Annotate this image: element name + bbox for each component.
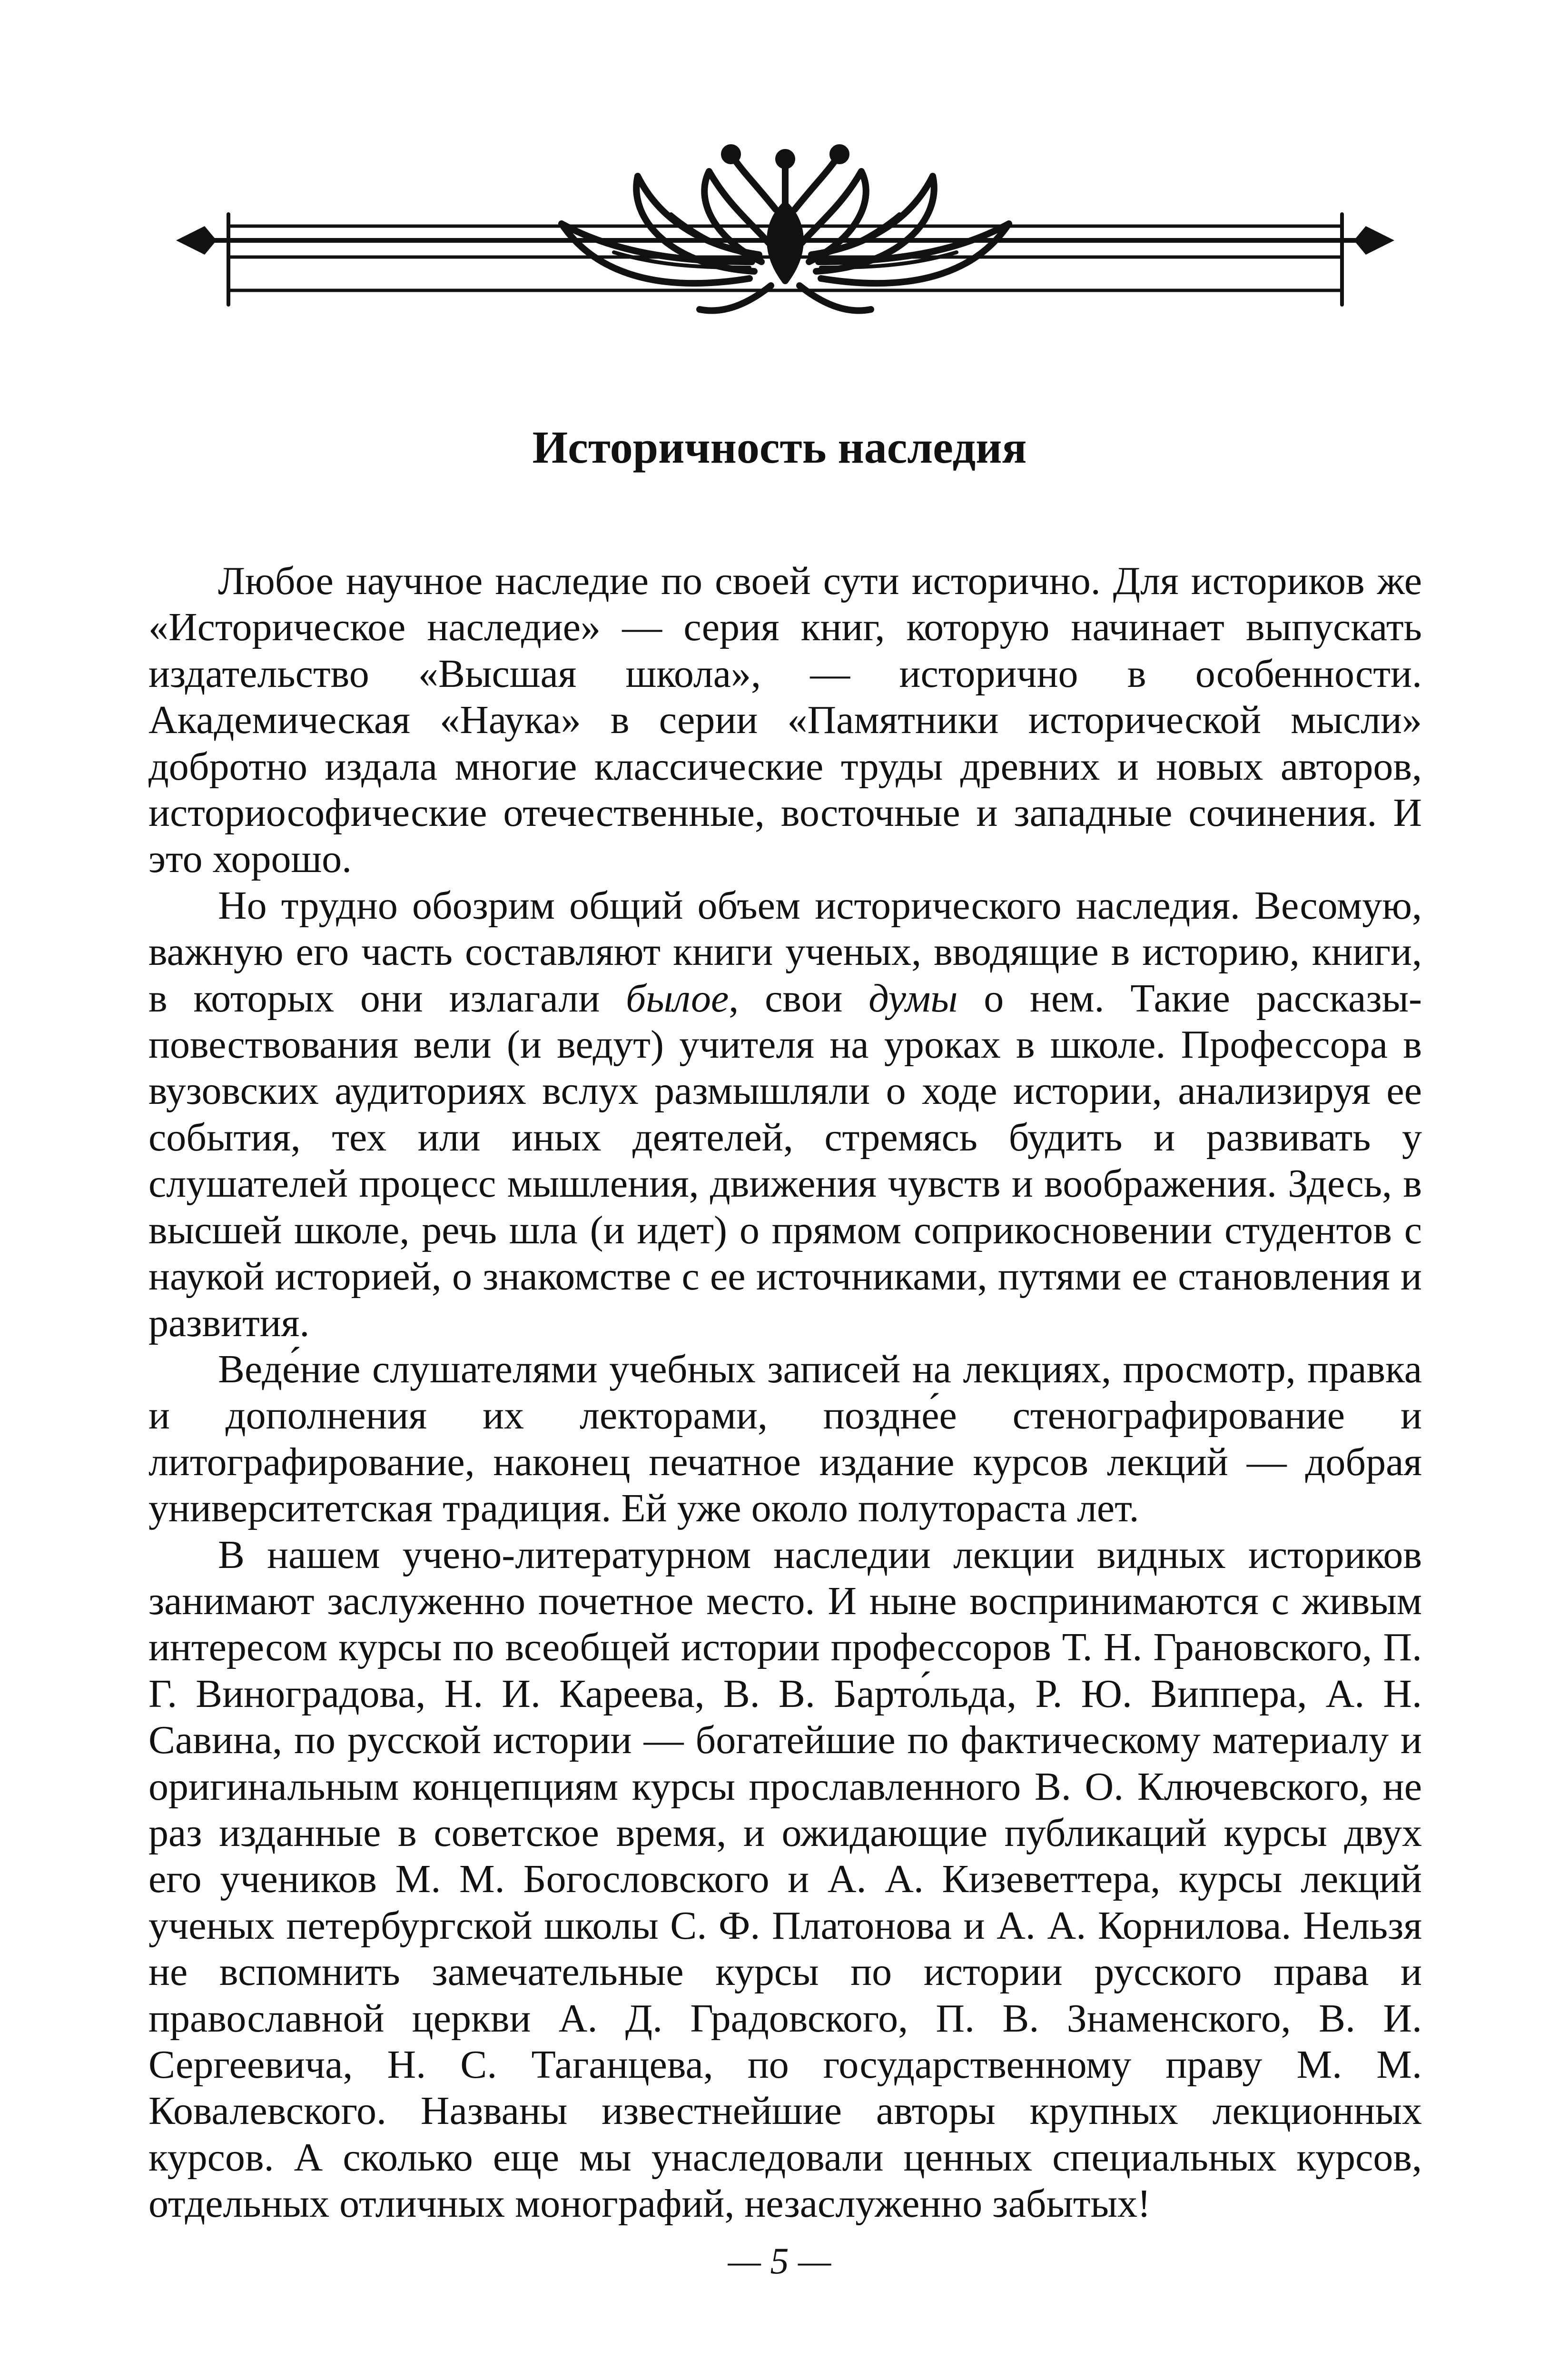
paragraph-2: [148, 883, 1422, 1346]
paragraph-text: В нашем учено-литературном наследии лекции видных историков занимают заслуженно почетное место. И ныне воспринимаются с живым интересом курсы по всеобщей истории профессоров Т. Н. Грановского, П. Г. Виноградова, Н. И. Кареева, В. В. Барто́льда, Р. Ю. Виппера, А. Н. Савина, по русской истории — богатейшие по фактическому материалу и оригинальным концепциям курсы прославленного В. О. Ключевского, не раз изданные в советское время, и ожидающие публикаций курсы двух его учеников М. М. Богословского и А. А. Кизеветтера, курсы лекций ученых петербургской школы С. Ф. Платонова и А. А. Корнилова. Нельзя не вспомнить замечательные курсы по истории русского права и православной церкви А. Д. Градовского, П. В. Знаменского, В. И. Сергеевича, Н. С. Таганцева, по государственному праву М. М. Ковалевского. Названы известнейшие авторы крупных лекционных курсов. А сколько еще мы унаследовали ценных специальных курсов, отдельных отличных монографий, незаслуженно забытых!: [148, 1532, 1422, 2226]
paragraph-1: [148, 558, 1422, 883]
italic-emphasis: былое: [626, 976, 729, 1021]
paragraph-text: Веде́ние слушателями учебных записей на лекциях, просмотр, правка и дополнения их лекторами, поздне́е стенографирование и литографирование, наконец печатное издание курсов лекций — добрая университетская традиция. Ей уже около полутораста лет.: [148, 1347, 1422, 1531]
italic-emphasis: думы: [868, 976, 958, 1021]
chapter-body: [148, 558, 1422, 2227]
paragraph-3: [148, 1346, 1422, 1532]
paragraph-text: , свои: [729, 976, 869, 1021]
paragraph-text: о нем. Такие рассказы-повествования вели (и ведут) учителя на уроках в школе. Профессора в вузовских аудиториях вслух размышляли о ходе истории, анализируя ее события, тех или иных деятелей, стремясь будить и развивать у слушателей процесс мышления, движения чувств и воображения. Здесь, в высшей школе, речь шла (и идет) о прямом соприкосновении студентов с наукой историей, о знакомстве с ее источниками, путями ее становления и развития.: [148, 976, 1422, 1345]
chapter-title: Историчность наследия: [532, 422, 1027, 473]
paragraph-4: [148, 1532, 1422, 2227]
page-number: — 5 —: [728, 2240, 831, 2281]
paragraph-text: Но трудно обозрим общий объем исторического наследия. Весомую, важную его часть составляют книги ученых, вводящие в историю, книги, в которых они излагали: [148, 883, 1422, 1021]
paragraph-text: Любое научное наследие по своей сути исторично. Для историков же «Историческое наследие» — серия книг, которую начинает выпускать издательство «Высшая школа», — исторично в особенности. Академическая «Наука» в серии «Памятники исторической мысли» добротно издала многие классические труды древних и новых авторов, историософические отечественные, восточные и западные сочинения. И это хорошо.: [148, 559, 1422, 882]
floral-headpiece-ornament-icon: [171, 143, 1399, 343]
